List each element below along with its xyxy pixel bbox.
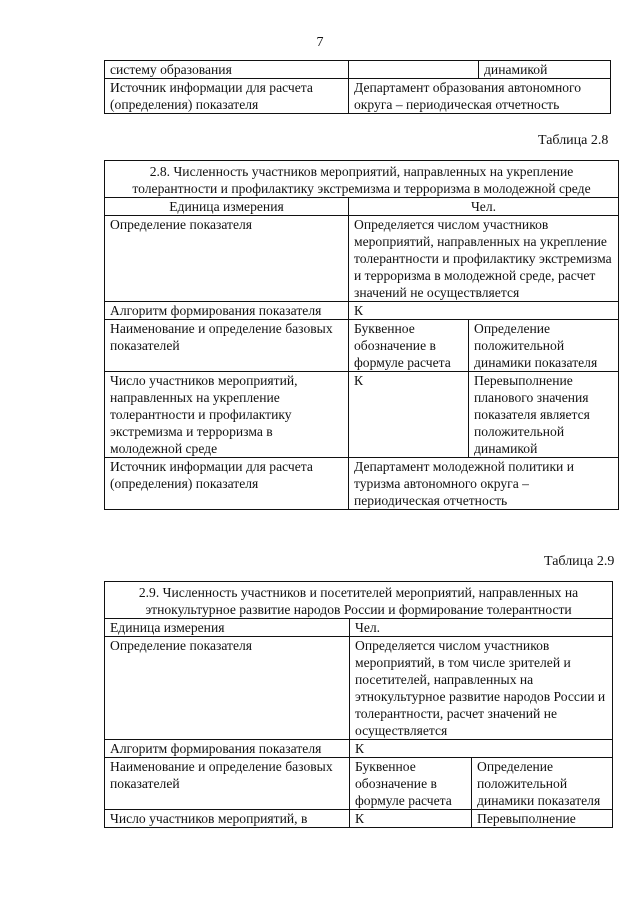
cell-right: динамикой	[479, 61, 611, 79]
table-row	[105, 320, 619, 372]
table-row	[105, 637, 613, 740]
base-label: Наименование и определение базовых показателей	[105, 758, 350, 810]
algorithm-label: Алгоритм формирования показателя	[105, 740, 350, 758]
base-dynamics-header: Определение положительной динамики показателя	[469, 320, 619, 372]
algorithm-label: Алгоритм формирования показателя	[105, 302, 349, 320]
source-value: Департамент образования автономного округа – периодическая отчетность	[349, 79, 611, 114]
row-name: Число участников мероприятий, направленных на укрепление толерантности и профилактику экстремизма и терроризма в молодежной среде	[105, 372, 349, 458]
continued-table	[104, 60, 611, 114]
table-row	[105, 619, 613, 637]
source-label: Источник информации для расчета (определения) показателя	[105, 79, 349, 114]
unit-label: Единица измерения	[105, 198, 349, 216]
table-row	[105, 372, 619, 458]
table-title: 2.8. Численность участников мероприятий, направленных на укрепление толерантности и профилактику экстремизма и терроризма в молодежной среде	[105, 161, 619, 198]
table-row	[105, 216, 619, 302]
table-row	[105, 79, 611, 114]
table-title: 2.9. Численность участников и посетителей мероприятий, направленных на этнокультурное развитие народов России и формирование толерантности	[105, 582, 613, 619]
table-row	[105, 758, 613, 810]
algorithm-value: К	[349, 302, 619, 320]
definition-value: Определяется числом участников мероприятий, направленных на укрепление толерантности и профилактику экстремизма и терроризма в молодежной среде, расчет значений не осуществляется	[349, 216, 619, 302]
base-dynamics-header: Определение положительной динамики показателя	[472, 758, 613, 810]
base-label: Наименование и определение базовых показателей	[105, 320, 349, 372]
table-title-row	[105, 161, 619, 198]
table-row	[105, 61, 611, 79]
page-number: 7	[316, 35, 324, 50]
unit-value: Чел.	[349, 198, 619, 216]
unit-value: Чел.	[350, 619, 613, 637]
unit-label: Единица измерения	[105, 619, 350, 637]
cell-mid	[349, 61, 479, 79]
table-2-9	[104, 581, 613, 828]
row-symbol: К	[349, 372, 469, 458]
row-name: Число участников мероприятий, в	[105, 810, 350, 828]
table-row	[105, 740, 613, 758]
row-symbol: К	[350, 810, 472, 828]
row-dynamics: Перевыполнение	[472, 810, 613, 828]
table-caption-2-9: Таблица 2.9	[544, 554, 615, 569]
base-symbol-header: Буквенное обозначение в формуле расчета	[349, 320, 469, 372]
definition-value: Определяется числом участников мероприятий, в том числе зрителей и посетителей, направленных на этнокультурное развитие народов России и толерантности, расчет значений не осуществляется	[350, 637, 613, 740]
definition-label: Определение показателя	[105, 637, 350, 740]
cell-left: систему образования	[105, 61, 349, 79]
table-caption-2-8: Таблица 2.8	[538, 133, 609, 148]
table-2-8	[104, 160, 619, 510]
table-row	[105, 198, 619, 216]
base-symbol-header: Буквенное обозначение в формуле расчета	[350, 758, 472, 810]
source-value: Департамент молодежной политики и туризма автономного округа – периодическая отчетность	[349, 458, 619, 510]
algorithm-value: К	[350, 740, 613, 758]
definition-label: Определение показателя	[105, 216, 349, 302]
row-dynamics: Перевыполнение планового значения показателя является положительной динамикой	[469, 372, 619, 458]
source-label: Источник информации для расчета (определения) показателя	[105, 458, 349, 510]
table-row	[105, 458, 619, 510]
table-row	[105, 302, 619, 320]
table-row	[105, 810, 613, 828]
table-title-row	[105, 582, 613, 619]
